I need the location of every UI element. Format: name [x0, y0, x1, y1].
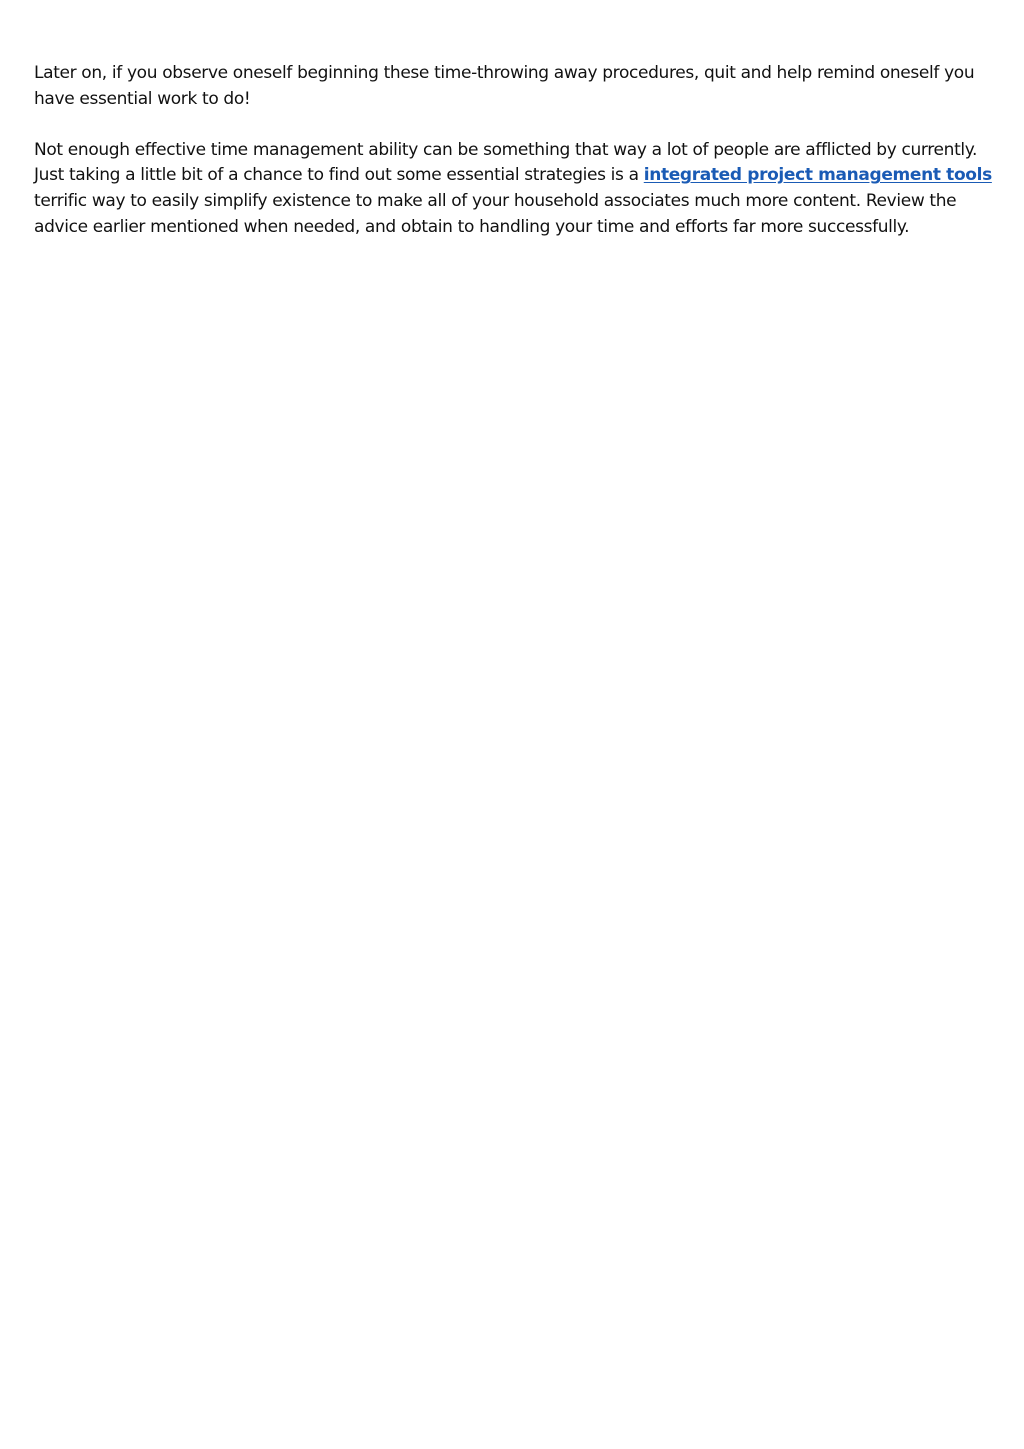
paragraph-2-text-before-link: Not enough effective time management ability can be something that way a lot of people are afflicted by currently. Just taking a little bit of a chance to find out some essential strategies is a [34, 139, 978, 186]
paragraph-2 [34, 138, 994, 241]
document-page [34, 61, 994, 266]
integrated-project-management-tools-link[interactable]: integrated project management tools [643, 165, 992, 186]
paragraph-1: Later on, if you observe oneself beginning these time-throwing away procedures, quit and help remind oneself you have essential work to do! [34, 63, 975, 109]
paragraph-2-text-after-link: terrific way to easily simplify existence to make all of your household associates much more content. Review the advice earlier mentioned when needed, and obtain to handling your time and efforts far more successfully. [34, 191, 957, 237]
